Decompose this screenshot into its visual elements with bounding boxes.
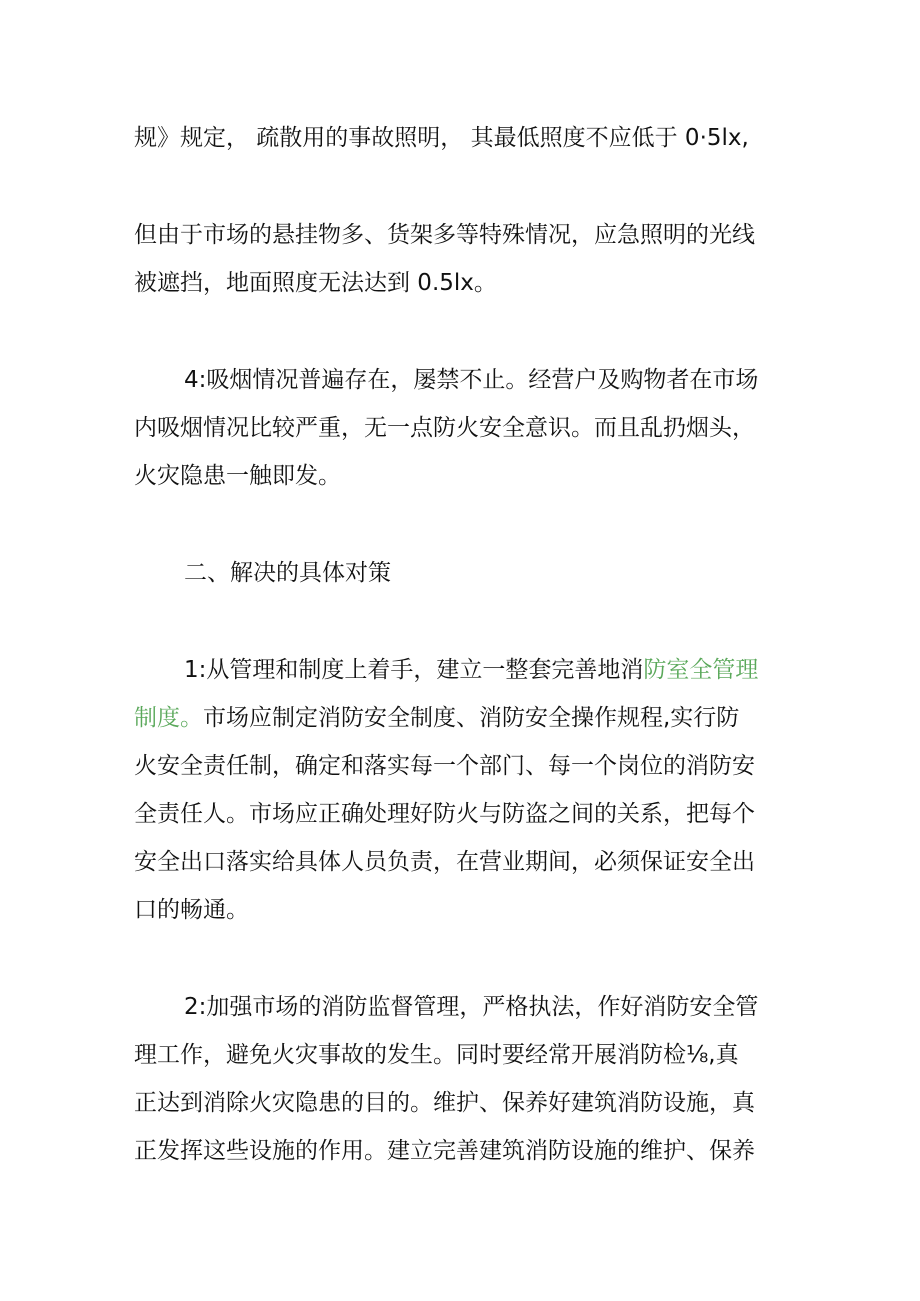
text-line: 口的畅通。 bbox=[134, 897, 249, 923]
text-line: 内吸烟情况比较严重，无一点防火安全意识。而且乱扔烟头， bbox=[134, 415, 755, 441]
section-heading: 二、解决的具体对策 bbox=[184, 560, 391, 586]
text-line bbox=[134, 700, 796, 736]
text-span: 市场应制定消防安全制度、消防安全操作规程,实行防 bbox=[203, 705, 740, 731]
paragraph-2-line: 2:加强市场的消防监督管理，严格执法，作好消防安全管 bbox=[184, 994, 759, 1020]
text-span: 1:从管理和制度上着手，建立一整套完善地消 bbox=[184, 657, 644, 683]
paragraph-4-line: 4:吸烟情况普遍存在，屡禁不止。经营户及购物者在市场 bbox=[184, 367, 759, 393]
text-line: 但由于市场的悬挂物多、货架多等特殊情况，应急照明的光线 bbox=[134, 222, 755, 248]
fire-safety-link-continued[interactable]: 制度。 bbox=[134, 705, 203, 731]
text-line: 火灾隐患一触即发。 bbox=[134, 463, 341, 489]
text-line: 规》规定， 疏散用的事故照明， 其最低照度不应低于 0·5lx, bbox=[134, 125, 749, 151]
text-line: 安全出口落实给具体人员负责，在营业期间，必须保证安全出 bbox=[134, 849, 755, 875]
text-line: 理工作，避免火灾事故的发生。同时要经常开展消防检⅛,真 bbox=[134, 1042, 739, 1068]
text-line: 全责任人。市场应正确处理好防火与防盗之间的关系，把每个 bbox=[134, 801, 755, 827]
paragraph-1-line bbox=[184, 652, 796, 688]
fire-safety-link[interactable]: 防室全管理 bbox=[643, 657, 759, 683]
text-line: 正发挥这些设施的作用。建立完善建筑消防设施的维护、保养 bbox=[134, 1138, 755, 1164]
text-line: 正达到消除火灾隐患的目的。维护、保养好建筑消防设施，真 bbox=[134, 1090, 755, 1116]
text-line: 被遮挡，地面照度无法达到 0.5lx。 bbox=[134, 270, 497, 296]
text-line: 火安全责任制，确定和落实每一个部门、每一个岗位的消防安 bbox=[134, 753, 755, 779]
